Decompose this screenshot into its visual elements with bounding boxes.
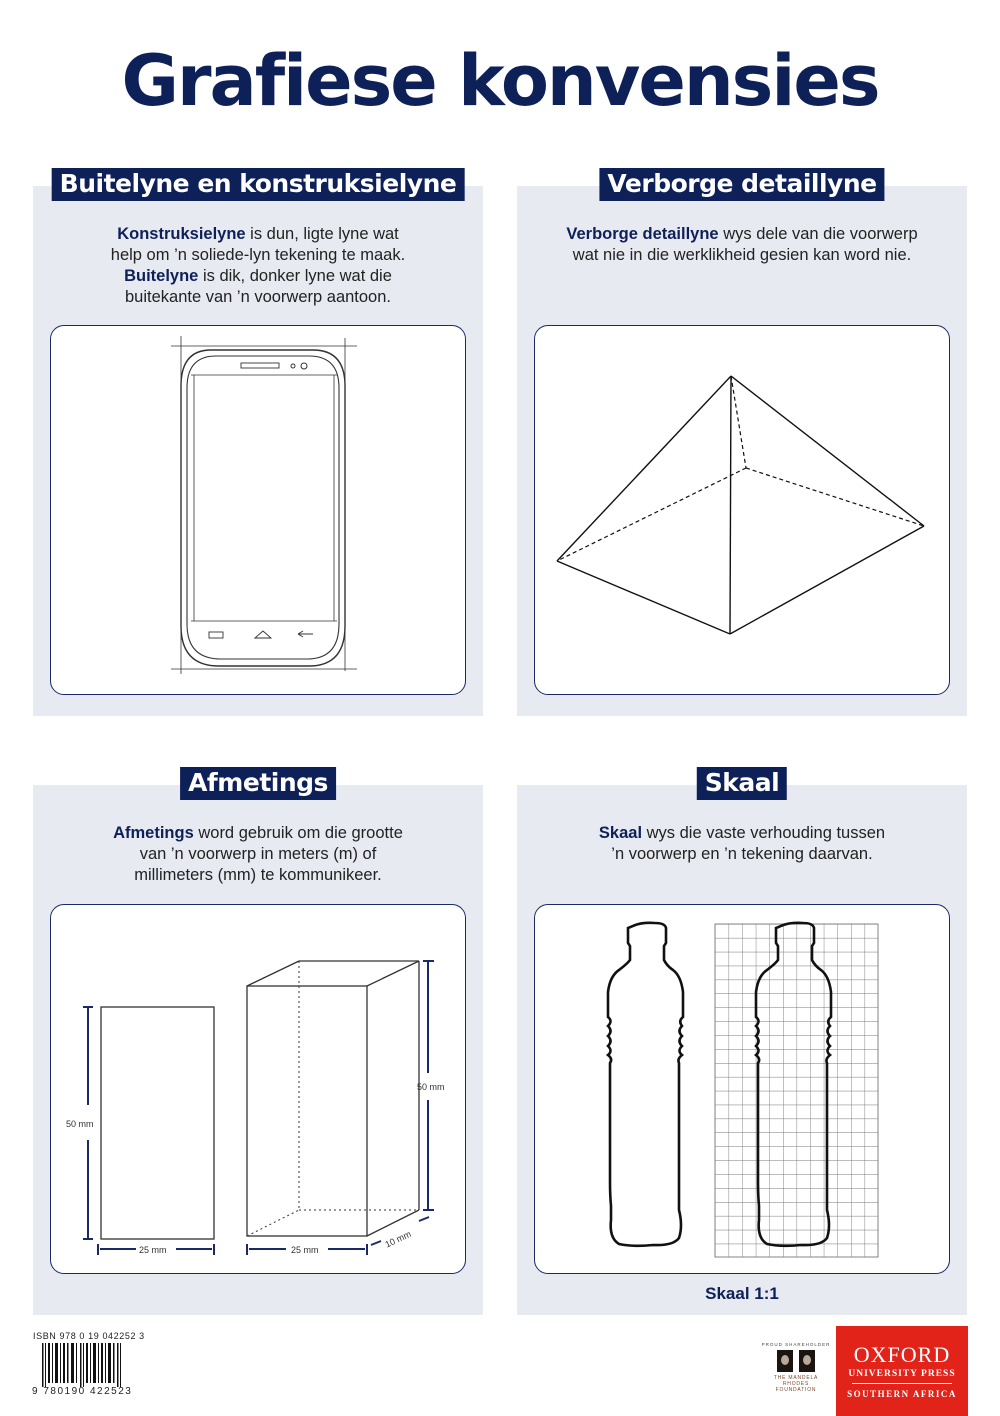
- bottle-scale-drawing-icon: [535, 905, 950, 1273]
- panel-description: [33, 224, 483, 308]
- dimensions-drawing-icon: [51, 905, 466, 1273]
- illustration-card: [50, 325, 466, 695]
- portrait-icon: [777, 1350, 793, 1372]
- oup-university-press: UNIVERSITY PRESS: [848, 1369, 956, 1379]
- panel-outlines-construction-lines: [33, 169, 483, 716]
- panel-heading: Afmetings: [180, 767, 336, 800]
- barcode-icon: [42, 1343, 124, 1387]
- desc-line: Skaal wys die vaste verhouding tussen: [598, 824, 886, 842]
- panel-hidden-detail-lines: [517, 169, 967, 716]
- panel-scale: [517, 768, 967, 1315]
- panel-description: [517, 224, 967, 266]
- panel-dimensions: [33, 768, 483, 1315]
- illustration-card: [534, 904, 950, 1274]
- rect-height-label: 50 mm: [66, 1119, 94, 1129]
- mandela-tagline: PROUD SHAREHOLDER: [761, 1342, 831, 1347]
- mandela-name-1: THE MANDELA RHODES: [773, 1375, 819, 1387]
- page-title: Grafiese konvensies: [121, 40, 879, 122]
- prism-height-label: 50 mm: [417, 1082, 445, 1092]
- panel-description: [517, 823, 967, 865]
- illustration-card: [534, 325, 950, 695]
- oup-divider: [852, 1383, 952, 1384]
- desc-line: wat nie in die werklikheid gesien kan word nie.: [572, 246, 912, 264]
- prism-width-label: 25 mm: [291, 1245, 319, 1255]
- desc-line: Afmetings word gebruik om die grootte: [113, 824, 403, 842]
- desc-line: Verborge detaillyne wys dele van die voorwerp: [566, 225, 918, 243]
- illustration-card: [50, 904, 466, 1274]
- desc-line: ’n voorwerp en ’n tekening daarvan.: [611, 845, 873, 863]
- isbn-label: ISBN 978 0 19 042252 3: [33, 1331, 145, 1341]
- desc-line: millimeters (mm) te kommunikeer.: [134, 866, 382, 884]
- panel-heading: Skaal: [697, 767, 787, 800]
- portrait-icon: [799, 1350, 815, 1372]
- oup-southern-africa: SOUTHERN AFRICA: [847, 1389, 957, 1399]
- desc-line: buitekante van ’n voorwerp aantoon.: [124, 288, 391, 306]
- barcode-number: 9 780190 422523: [32, 1386, 133, 1397]
- desc-line: Konstruksielyne is dun, ligte lyne wat: [117, 225, 399, 243]
- panel-heading: Verborge detaillyne: [599, 168, 884, 201]
- desc-line: help om ’n soliede-lyn tekening te maak.: [110, 246, 406, 264]
- scale-ratio-label: Skaal 1:1: [705, 1284, 779, 1303]
- smartphone-sketch-icon: [51, 326, 466, 694]
- mandela-name-2: FOUNDATION: [775, 1387, 817, 1393]
- prism-depth-label: 10 mm: [383, 1228, 413, 1250]
- desc-line: van ’n voorwerp in meters (m) of: [139, 845, 377, 863]
- panel-description: [33, 823, 483, 886]
- rect-width-label: 25 mm: [139, 1245, 167, 1255]
- oup-oxford: OXFORD: [853, 1342, 951, 1367]
- pyramid-icon: [535, 326, 950, 694]
- portrait-icons: [760, 1350, 832, 1372]
- oxford-logo: [836, 1326, 968, 1416]
- mandela-rhodes-logo: [760, 1342, 832, 1393]
- desc-line: Buitelyne is dik, donker lyne wat die: [124, 267, 392, 285]
- panel-heading: Buitelyne en konstruksielyne: [52, 168, 465, 201]
